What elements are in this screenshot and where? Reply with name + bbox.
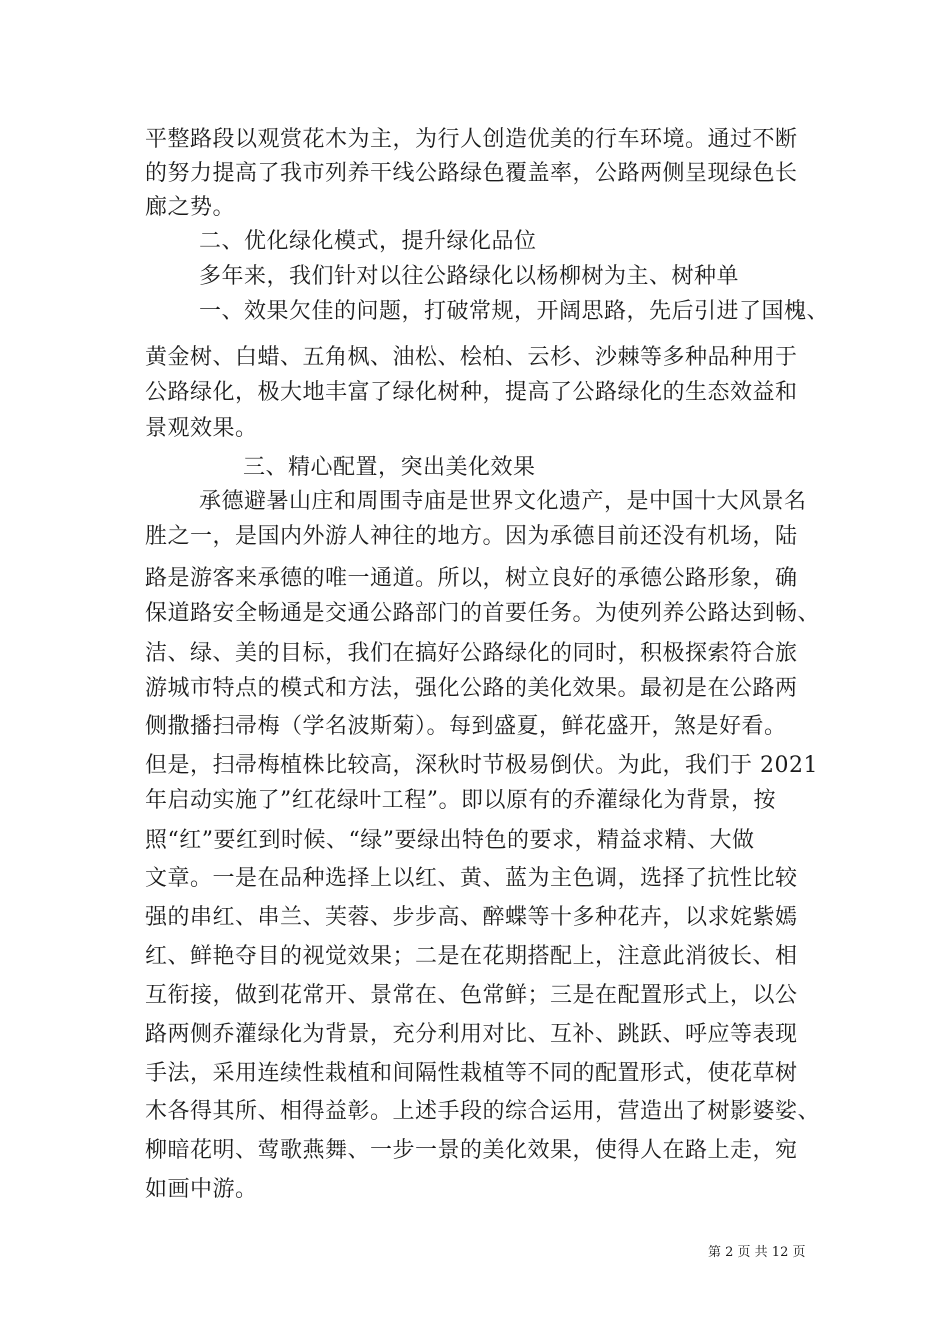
body-line: 照“红”要红到时候、“绿”要绿出特色的要求，精益求精、大做 bbox=[145, 828, 755, 853]
body-line: 承德避暑山庄和周围寺庙是世界文化遗产，是中国十大风景名 bbox=[199, 489, 807, 514]
body-line: 路两侧乔灌绿化为背景，充分利用对比、互补、跳跃、呼应等表现 bbox=[145, 1022, 798, 1047]
body-line: 互衔接，做到花常开、景常在、色常鲜；三是在配置形式上，以公 bbox=[145, 983, 798, 1008]
body-line: 景观效果。 bbox=[145, 416, 258, 441]
body-line: 公路绿化，极大地丰富了绿化树种，提高了公路绿化的生态效益和 bbox=[145, 380, 798, 405]
body-line: 路是游客来承德的唯一通道。所以，树立良好的承德公路形象，确 bbox=[145, 566, 798, 591]
body-line: 但是，扫帚梅植株比较高，深秋时节极易倒伏。为此，我们于 2021 bbox=[145, 753, 818, 778]
body-line: 红、鲜艳夺目的视觉效果；二是在花期搭配上，注意此消彼长、相 bbox=[145, 944, 798, 969]
body-line: 文章。一是在品种选择上以红、黄、蓝为主色调，选择了抗性比较 bbox=[145, 866, 798, 891]
body-line: 侧撒播扫帚梅（学名波斯菊）。每到盛夏，鲜花盛开，煞是好看。 bbox=[145, 714, 787, 739]
body-line: 洁、绿、美的目标，我们在搞好公路绿化的同时，积极探索符合旅 bbox=[145, 641, 798, 666]
body-line: 强的串红、串兰、芙蓉、步步高、醉蝶等十多种花卉，以求姹紫嫣 bbox=[145, 905, 798, 930]
body-line: 保道路安全畅通是交通公路部门的首要任务。为使列养公路达到畅、 bbox=[145, 601, 821, 626]
body-line: 一、效果欠佳的问题，打破常规，开阔思路，先后引进了国槐、 bbox=[199, 299, 830, 324]
page-number-footer: 第 2 页 共 12 页 bbox=[708, 1245, 806, 1260]
body-line: 木各得其所、相得益彰。上述手段的综合运用，营造出了树影婆娑、 bbox=[145, 1099, 821, 1124]
body-line: 年启动实施了”红花绿叶工程”。即以原有的乔灌绿化为背景，按 bbox=[145, 788, 776, 813]
body-line: 柳暗花明、莺歌燕舞、一步一景的美化效果，使得人在路上走，宛 bbox=[145, 1138, 798, 1163]
section-heading: 三、精心配置，突出美化效果 bbox=[243, 455, 536, 480]
body-line: 平整路段以观赏花木为主，为行人创造优美的行车环境。通过不断 bbox=[145, 127, 798, 152]
body-line: 胜之一，是国内外游人神往的地方。因为承德目前还没有机场，陆 bbox=[145, 524, 798, 549]
body-line: 的努力提高了我市列养干线公路绿色覆盖率，公路两侧呈现绿色长 bbox=[145, 161, 798, 186]
body-line: 手法，采用连续性栽植和间隔性栽植等不同的配置形式，使花草树 bbox=[145, 1061, 798, 1086]
body-line: 多年来，我们针对以往公路绿化以杨柳树为主、树种单 bbox=[199, 264, 740, 289]
section-heading: 二、优化绿化模式，提升绿化品位 bbox=[199, 229, 537, 254]
body-line: 游城市特点的模式和方法，强化公路的美化效果。最初是在公路两 bbox=[145, 676, 798, 701]
body-line: 如画中游。 bbox=[145, 1177, 258, 1202]
body-line: 黄金树、白蜡、五角枫、油松、桧柏、云杉、沙棘等多种品种用于 bbox=[145, 345, 798, 370]
body-line: 廊之势。 bbox=[145, 195, 236, 220]
